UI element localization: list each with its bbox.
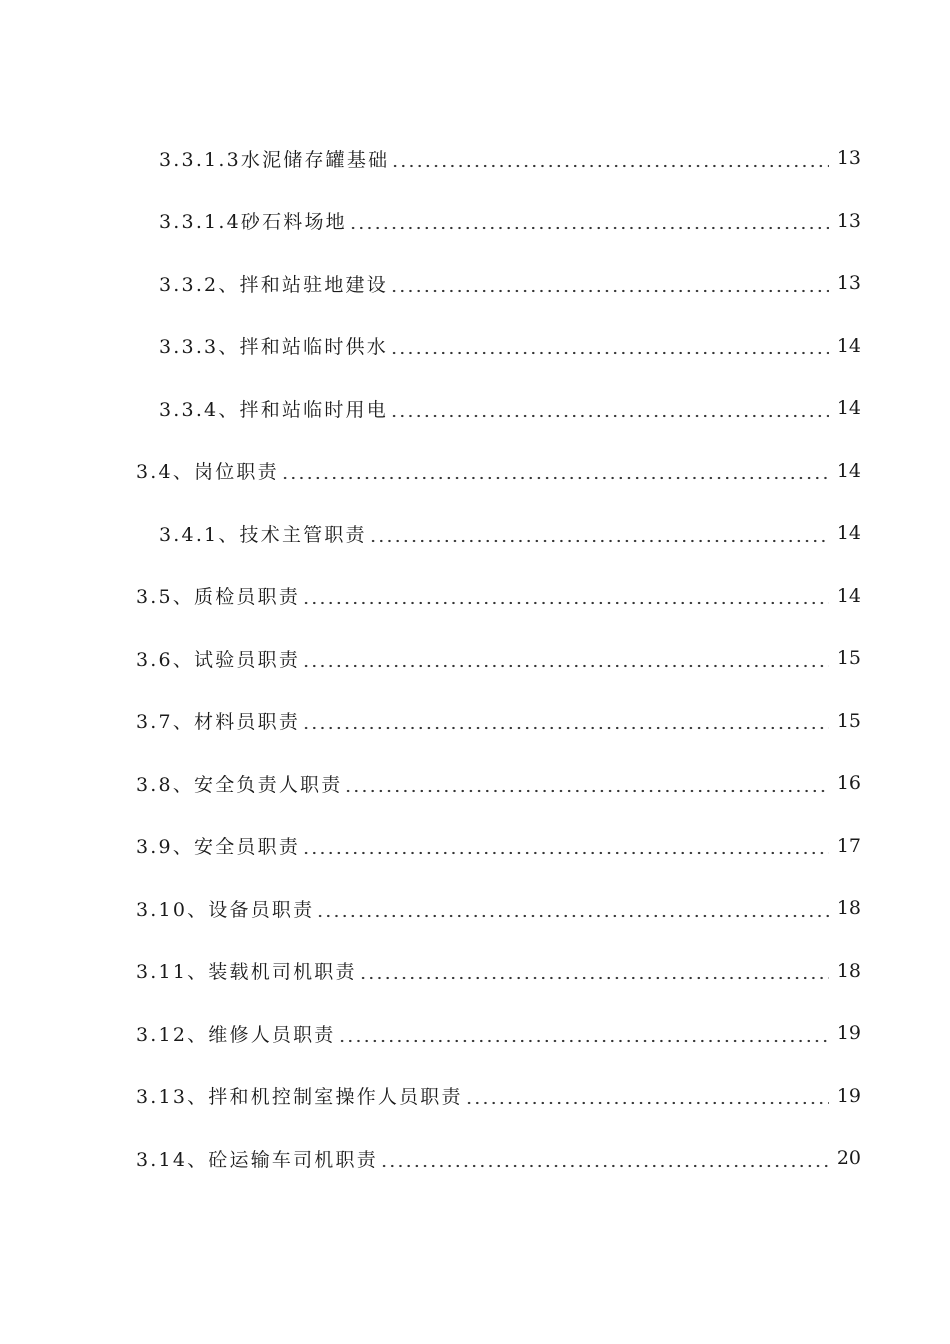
- toc-entry-title: 3.7、材料员职责: [136, 707, 300, 734]
- toc-entry-page-number: 13: [836, 209, 861, 232]
- toc-entry-title: 3.13、拌和机控制室操作人员职责: [136, 1082, 463, 1109]
- toc-entry-title: 3.3.2、拌和站驻地建设: [159, 270, 388, 297]
- toc-entry[interactable]: [0, 877, 950, 940]
- dot-leader: [349, 211, 829, 230]
- toc-entry-page-number: 17: [836, 834, 861, 857]
- dot-leader: [302, 711, 829, 730]
- dot-leader: [302, 586, 829, 605]
- toc-entry[interactable]: [0, 1127, 950, 1190]
- toc-entry-page-number: 15: [836, 647, 861, 670]
- toc-entry-title: 3.3.1.4砂石料场地: [159, 207, 347, 234]
- toc-entry-page-number: 14: [836, 459, 861, 482]
- toc-entry-title: 3.4.1、技术主管职责: [159, 520, 367, 547]
- dot-leader: [391, 149, 829, 168]
- toc-entry-title: 3.12、维修人员职责: [136, 1020, 336, 1047]
- dot-leader: [390, 336, 829, 355]
- toc-entry[interactable]: [0, 1002, 950, 1065]
- toc-entry[interactable]: [0, 752, 950, 815]
- toc-entry[interactable]: [0, 377, 950, 440]
- toc-entry-title: 3.3.4、拌和站临时用电: [159, 395, 388, 422]
- toc-entry-title: 3.3.1.3水泥储存罐基础: [159, 145, 389, 172]
- dot-leader: [465, 1086, 829, 1105]
- toc-entry[interactable]: [0, 815, 950, 878]
- dot-leader: [281, 461, 829, 480]
- dot-leader: [369, 524, 829, 543]
- toc-entry[interactable]: [0, 627, 950, 690]
- toc-entry-page-number: 13: [836, 147, 861, 170]
- dot-leader: [390, 274, 829, 293]
- toc-entry[interactable]: [0, 565, 950, 628]
- dot-leader: [316, 899, 829, 918]
- toc-entry-page-number: 14: [836, 584, 861, 607]
- toc-entry-page-number: 16: [836, 772, 861, 795]
- toc-entry[interactable]: [0, 440, 950, 503]
- dot-leader: [344, 774, 829, 793]
- toc-entry[interactable]: [0, 127, 950, 190]
- toc-entry-title: 3.4、岗位职责: [136, 457, 279, 484]
- toc-entry-title: 3.9、安全员职责: [136, 832, 300, 859]
- toc-entry-title: 3.6、试验员职责: [136, 645, 300, 672]
- toc-entry[interactable]: [0, 252, 950, 315]
- toc-entry-page-number: 19: [836, 1084, 861, 1107]
- dot-leader: [302, 649, 829, 668]
- toc-entry-page-number: 20: [836, 1147, 861, 1170]
- toc-entry[interactable]: [0, 315, 950, 378]
- toc-entry[interactable]: [0, 190, 950, 253]
- dot-leader: [302, 836, 829, 855]
- toc-entry-page-number: 19: [836, 1022, 861, 1045]
- toc-entry-title: 3.14、砼运输车司机职责: [136, 1145, 378, 1172]
- toc-entry-title: 3.3.3、拌和站临时供水: [159, 332, 388, 359]
- dot-leader: [338, 1024, 829, 1043]
- toc-entry[interactable]: [0, 940, 950, 1003]
- toc-entry-page-number: 18: [836, 959, 861, 982]
- toc-entry-page-number: 14: [836, 334, 861, 357]
- toc-entry-page-number: 14: [836, 522, 861, 545]
- toc-entry[interactable]: [0, 502, 950, 565]
- dot-leader: [359, 961, 829, 980]
- toc-entry-title: 3.11、装载机司机职责: [136, 957, 357, 984]
- toc-entry-page-number: 18: [836, 897, 861, 920]
- dot-leader: [390, 399, 829, 418]
- dot-leader: [380, 1149, 829, 1168]
- toc-entry-page-number: 13: [836, 272, 861, 295]
- toc-entry-page-number: 14: [836, 397, 861, 420]
- toc-entry[interactable]: [0, 690, 950, 753]
- toc-entry-page-number: 15: [836, 709, 861, 732]
- toc-entry-title: 3.8、安全负责人职责: [136, 770, 342, 797]
- table-of-contents: [0, 127, 950, 1190]
- toc-entry-title: 3.10、设备员职责: [136, 895, 314, 922]
- toc-entry[interactable]: [0, 1065, 950, 1128]
- toc-entry-title: 3.5、质检员职责: [136, 582, 300, 609]
